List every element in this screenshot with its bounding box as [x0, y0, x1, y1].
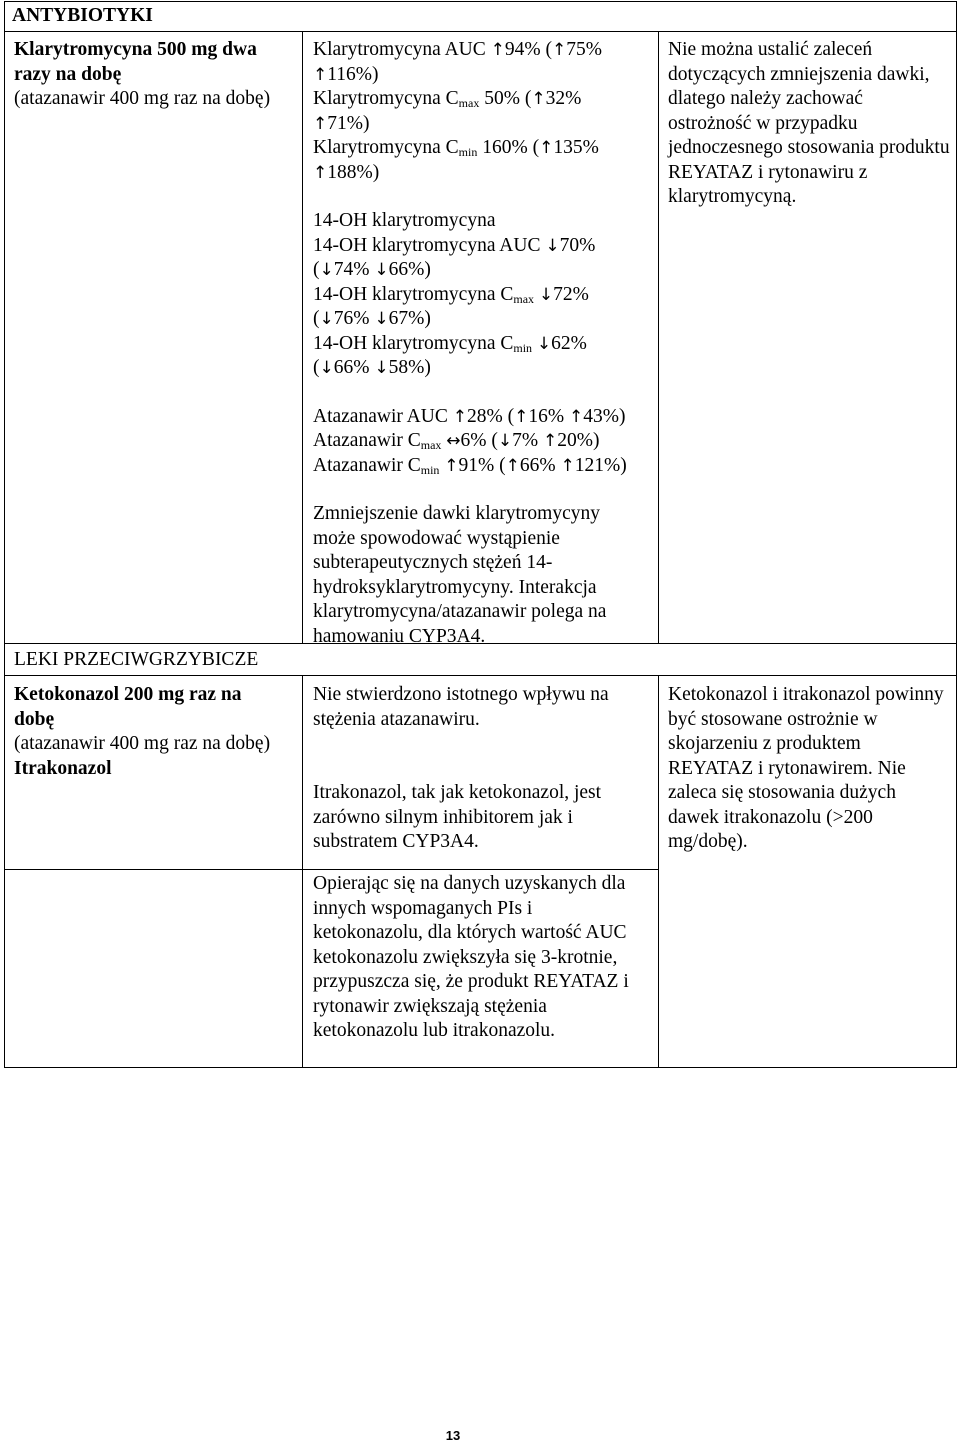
arrow-up-icon: ↑ — [539, 138, 554, 158]
arrow-up-icon: ↑ — [444, 455, 459, 476]
drug-dosing-note: (atazanawir 400 mg raz na dobę) — [14, 733, 271, 754]
effect-itraconazole: Itrakonazol, tak jak ketokonazol, jest zarówno silnym inhibitorem jak i substratem CYP3A4. — [313, 782, 602, 852]
section-header-antifungals: LEKI PRZECIWGRZYBICZE — [14, 649, 259, 670]
arrow-up-icon: ↑ — [452, 406, 467, 427]
effect-azoles-exposure: Opierając się na danych uzyskanych dla innych wspomaganych PIs i ketokonazolu, dla których wartość AUC ketokonazolu zwiększyła się 3-krotnie, przypuszcza się, że produkt REYATAZ i rytonawir zwiększają stężenia ketokonazolu lub itrakonazolu. — [313, 873, 629, 1041]
drug-name-itraconazole: Itrakonazol — [14, 757, 112, 779]
effect-line: ↑71%) — [313, 112, 370, 134]
arrow-up-icon: ↑ — [552, 40, 567, 60]
arrow-up-icon: ↑ — [568, 406, 584, 427]
arrow-up-icon: ↑ — [543, 431, 558, 451]
effect-line: (↓74% ↓66%) — [313, 259, 431, 280]
effect-ketoconazole: Nie stwierdzono istotnego wpływu na stężenia atazanawiru. — [313, 684, 609, 730]
effect-line: Atazanawir AUC ↑28% (↑16% ↑43%) — [313, 405, 626, 427]
arrow-down-icon: ↓ — [538, 284, 554, 305]
effect-line: Klarytromycyna $C_{max}$ 50% (↑32% — [313, 88, 582, 110]
effect-line: (↓66% ↓58%) — [313, 357, 431, 378]
drug-name-clarithromycin: Klarytromycyna 500 mg dwa razy na dobę — [14, 39, 257, 85]
arrow-up-icon: ↑ — [313, 162, 328, 183]
arrow-both-icon: ↔ — [446, 431, 461, 451]
effect-line: Atazanawir $C_{max}$ ↔6% (↓7% ↑20%) — [313, 430, 600, 452]
arrow-up-icon: ↑ — [531, 89, 546, 109]
arrow-up-icon: ↑ — [313, 113, 328, 134]
arrow-up-icon: ↑ — [490, 40, 505, 60]
recommendation-azoles: Ketokonazol i itrakonazol powinny być stosowane ostrożnie w skojarzeniu z produktem REYATAZ i rytonawirem. Nie zaleca się stosowania dużych dawek itrakonazolu (>200 mg/dobę). — [668, 684, 944, 852]
arrow-up-icon: ↑ — [514, 406, 529, 427]
recommendation-clarithromycin: Nie można ustalić zaleceń dotyczących zmniejszenia dawki, dlatego należy zachować ostrożność w przypadku jednoczesnego stosowania produktu REYATAZ i rytonawiru z klarytromycyną. — [668, 39, 950, 207]
page-number: 13 — [445, 1428, 461, 1443]
interaction-note: Zmniejszenie dawki klarytromycyny może spowodować wystąpienie subterapeutycznych stężeń 14-hydroksyklarytromycyny. Interakcja klarytromycyna/atazanawir polega na hamowaniu CYP3A4. — [313, 503, 607, 647]
arrow-down-icon: ↓ — [545, 235, 560, 256]
arrow-down-icon: ↓ — [319, 309, 334, 329]
arrow-down-icon: ↓ — [374, 309, 389, 329]
effect-line: Klarytromycyna $C_{min}$ 160% (↑135% — [313, 137, 599, 159]
drug-name-ketoconazole: Ketokonazol 200 mg raz na dobę — [14, 684, 242, 730]
drug-dosing-note: (atazanawir 400 mg raz na dobę) — [14, 88, 271, 109]
arrow-up-icon: ↑ — [505, 455, 520, 476]
arrow-up-icon: ↑ — [313, 64, 328, 85]
effect-line: 14-OH klarytromycyna $C_{max}$ ↓72% — [313, 283, 589, 306]
arrow-up-icon: ↑ — [560, 455, 575, 476]
effect-line: 14-OH klarytromycyna $C_{min}$ ↓62% — [313, 332, 587, 355]
arrow-down-icon: ↓ — [374, 260, 389, 280]
arrow-down-icon: ↓ — [374, 358, 389, 378]
effect-line: ↑188%) — [313, 161, 380, 183]
effect-line: 14-OH klarytromycyna AUC ↓70% — [313, 234, 596, 256]
arrow-down-icon: ↓ — [497, 431, 513, 451]
effect-line: 14-OH klarytromycyna — [313, 210, 496, 231]
section-header-antibiotics: ANTYBIOTYKI — [12, 5, 153, 26]
drug-cell-azoles — [14, 683, 284, 781]
arrow-down-icon: ↓ — [319, 260, 334, 280]
effect-line: ↑116%) — [313, 63, 379, 85]
drug-cell-clarithromycin — [14, 38, 294, 112]
effect-line: (↓76% ↓67%) — [313, 308, 431, 329]
effects-cell-clarithromycin — [313, 38, 655, 649]
arrow-down-icon: ↓ — [319, 358, 334, 378]
arrow-down-icon: ↓ — [536, 333, 552, 354]
effect-line: Atazanawir $C_{min}$ ↑91% (↑66% ↑121%) — [313, 454, 627, 477]
effect-line: Klarytromycyna AUC ↑94% (↑75% — [313, 39, 603, 60]
